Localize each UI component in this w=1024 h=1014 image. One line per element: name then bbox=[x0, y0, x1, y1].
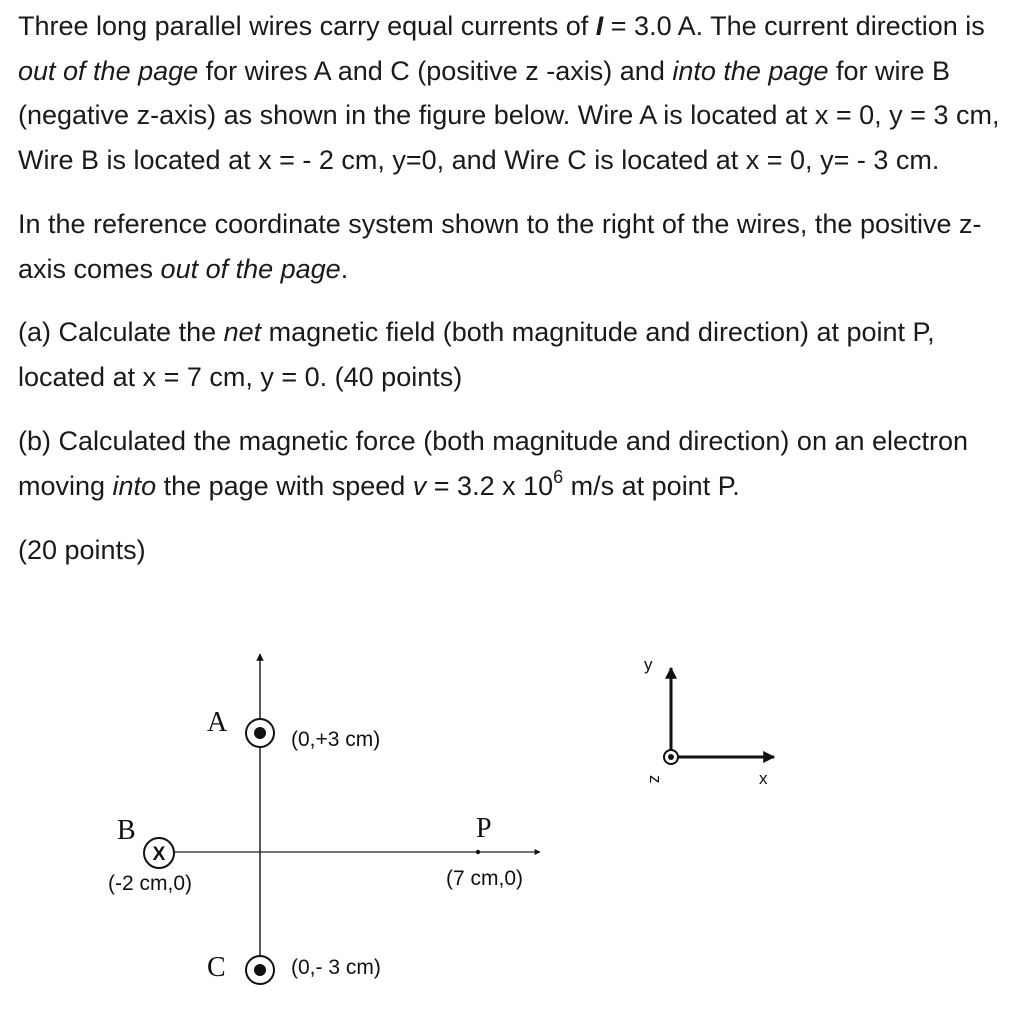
text-run: Three long parallel wires carry equal currents of bbox=[18, 11, 596, 41]
wire-a-coordinates: (0,+3 cm) bbox=[291, 728, 381, 751]
text-run: . bbox=[340, 253, 349, 284]
text-run: = 3.0 A. The current direction is bbox=[603, 11, 985, 41]
wire-c-coordinates: (0,- 3 cm) bbox=[291, 956, 381, 979]
wire-b bbox=[108, 815, 192, 895]
wire-c bbox=[207, 952, 381, 984]
text-run: = 3.2 x 10 bbox=[426, 470, 554, 501]
current-symbol: I bbox=[595, 11, 604, 41]
text-run: for wire B (negative z-axis) as shown in the figure below. Wire A is located at x = 0, y = 3 cm, Wire B is located at x = - 2 cm, y=0, and Wire C is located at x = 0, y= - 3 cm. bbox=[18, 55, 1000, 175]
problem-part-b bbox=[18, 419, 1014, 508]
wire-b-coordinates: (-2 cm,0) bbox=[108, 872, 192, 895]
wire-c-label: C bbox=[207, 952, 226, 983]
problem-text bbox=[18, 4, 1014, 593]
text-run: the page with speed bbox=[156, 470, 413, 501]
emphasis: into bbox=[112, 470, 157, 501]
reference-coordinate-system bbox=[644, 655, 774, 788]
point-p-dot bbox=[476, 850, 480, 854]
text-run: (b) Calculated the magnetic force (both magnitude and direction) on an electron moving bbox=[18, 426, 969, 501]
point-p-label: P bbox=[476, 813, 492, 844]
problem-part-a bbox=[18, 310, 1014, 399]
emphasis: out of the page bbox=[160, 253, 341, 284]
problem-paragraph-coordinates bbox=[18, 202, 1014, 291]
exponent: 6 bbox=[553, 466, 564, 487]
reference-x-label: x bbox=[759, 769, 768, 788]
text-run: magnetic field (both magnitude and direction) at point P, located at x = 7 cm, y = 0. (40 points) bbox=[18, 317, 935, 392]
emphasis: net bbox=[223, 317, 262, 347]
wire-diagram bbox=[0, 640, 1024, 1014]
text-run: In the reference coordinate system shown to the right of the wires, the positive z-axis comes bbox=[18, 209, 982, 284]
wire-a-label: A bbox=[207, 707, 228, 738]
wire-diagram-svg bbox=[0, 640, 1024, 1014]
text-run: (a) Calculate the bbox=[18, 317, 224, 347]
wire-a bbox=[207, 707, 380, 751]
reference-z-label: z bbox=[646, 775, 665, 784]
wire-b-label: B bbox=[117, 815, 136, 846]
problem-paragraph-intro bbox=[18, 4, 1014, 182]
problem-part-b-points: (20 points) bbox=[18, 535, 146, 565]
speed-symbol: v bbox=[412, 470, 427, 501]
wire-b-cross-symbol: X bbox=[152, 844, 166, 865]
text-run: m/s at point P. bbox=[563, 470, 740, 501]
reference-y-label: y bbox=[644, 655, 653, 674]
emphasis: out of the page bbox=[18, 55, 199, 86]
emphasis: into the page bbox=[672, 55, 829, 86]
text-run: for wires A and C (positive z -axis) and bbox=[198, 55, 673, 86]
point-p-coordinates: (7 cm,0) bbox=[446, 867, 524, 890]
